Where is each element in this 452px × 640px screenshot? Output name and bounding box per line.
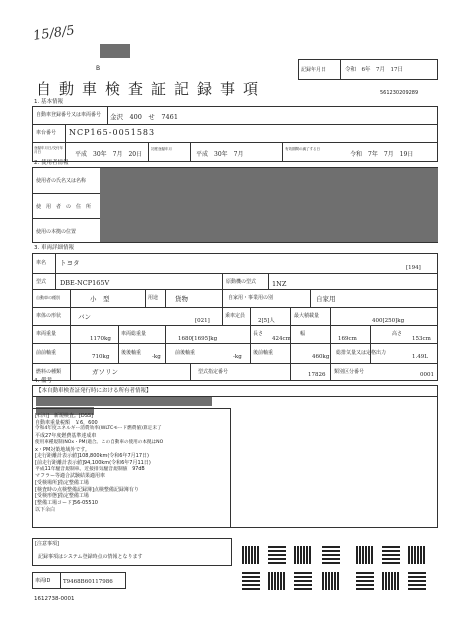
page-title: 自動車検査証記録事項 <box>36 80 267 98</box>
capacity-value: 2[5]人 <box>258 318 275 324</box>
designation-value: 17826 <box>308 372 326 378</box>
displacement-label: 総排気量又は定格出力 <box>336 350 387 356</box>
owner-base-label: 使用の本拠の位置 <box>36 229 77 235</box>
remarks-lines <box>35 413 231 514</box>
weight-value: 1170kg <box>90 336 111 342</box>
section-basic: 1. 基本情報 <box>34 99 63 105</box>
redacted-block <box>100 44 130 58</box>
engine-value: 1NZ <box>272 280 287 288</box>
fuel-label: 燃料の種類 <box>36 369 62 375</box>
section-vehicle: 3. 車両詳細情報 <box>34 245 74 251</box>
expiry-label: 有効期間の満了する日 <box>285 147 320 151</box>
body-label: 車体の形状 <box>36 313 62 319</box>
category-value: 0001 <box>420 372 434 378</box>
remarks-line: 平成11年騒音規制車。近接排気騒音規制値 97dB <box>35 466 145 472</box>
notes-header: [注意事項] <box>35 541 59 547</box>
qr-code-icon <box>382 546 400 564</box>
remarks-line: 以下余白 <box>35 506 56 513</box>
rear-front-axle-label: 後前軸重 <box>253 350 274 356</box>
reg-label: 自動車登録番号又は車両番号 <box>36 112 102 118</box>
qr-code-icon <box>268 546 286 564</box>
remarks-header: 【本自動車検査証発行時における所有者情報】 <box>36 388 152 394</box>
gross-label: 車両総重量 <box>121 331 147 337</box>
category-label: 類別区分番号 <box>334 369 365 375</box>
section-remarks: 4. 備考 <box>34 378 52 384</box>
issue-date: 令和 6年 7月 17日 <box>345 67 403 73</box>
qr-code-icon <box>242 546 260 564</box>
rear-front-axle-value: 460kg <box>312 354 330 360</box>
reg-value: 金沢 400 せ 7461 <box>110 113 178 121</box>
weight-label: 車両重量 <box>36 331 57 337</box>
height-label: 高さ <box>392 331 403 337</box>
issue-label: 記録年月日 <box>301 67 327 73</box>
length-value: 424cm <box>272 336 291 342</box>
fuel-value: ガソリン <box>92 368 118 376</box>
qr-code-icon <box>356 572 374 590</box>
vehicle-id-label: 車両ID <box>35 578 51 584</box>
remarks-line: [前走行距離計表示値]94,100km(令和6年7月11日) <box>35 459 151 466</box>
remarks-line: [整備工場コード]56-05510 <box>35 500 98 507</box>
rear-axle-value: -kg <box>152 354 161 360</box>
owner-address-label: 使 用 者 の 住 所 <box>36 204 92 210</box>
private-label: 自家用・事業用の別 <box>228 295 274 301</box>
remarks-line: [検査時の点検整備記録簿]点検整備記録簿有り <box>35 486 139 493</box>
first-year-value: 平成 30年 7月 <box>196 151 244 158</box>
qr-code-icon <box>242 572 260 590</box>
qr-code-icon <box>408 546 426 564</box>
kind-label: 自動車の種別 <box>36 295 60 300</box>
vehicle-id-value: T9468B60117986 <box>63 579 113 585</box>
chassis-value: NCP165-0051583 <box>69 128 156 137</box>
remarks-line: [受検形態]指定整備工場 <box>35 493 89 500</box>
model-value: DBE-NCP165V <box>60 279 110 287</box>
remarks-line: [走行距離計表示値]108,800km(令和6年7月17日) <box>35 453 149 460</box>
width-value: 169cm <box>338 336 357 342</box>
section-owner: 2. 使用者情報 <box>34 160 69 166</box>
remarks-line: マフラー等適合試験結果適用車 <box>35 473 106 480</box>
use-label: 用途 <box>148 295 159 301</box>
redacted-owner <box>100 168 438 242</box>
expiry-value: 令和 7年 7月 19日 <box>350 151 414 158</box>
qr-code-icon <box>294 546 312 564</box>
footer-code: 1612738-0001 <box>34 596 75 602</box>
remarks-line: [受検場所]指定整備工場 <box>35 480 89 487</box>
first-reg-value: 平成 30年 7月 20日 <box>75 151 143 158</box>
first-year-label: 初度登録年月 <box>151 147 172 151</box>
qr-code-icon <box>268 572 286 590</box>
remarks-line: 令和4年度エネルギー消費効率(WLTCモード燃費値)算定未了 <box>35 426 162 432</box>
remarks-line: 自動車重量税額 ￥6，600 <box>35 419 98 426</box>
maker-value: トヨタ <box>60 259 80 267</box>
use-value: 貨物 <box>175 295 188 303</box>
gross-value: 1680[1695]kg <box>178 336 218 342</box>
form-mark: B <box>96 65 101 72</box>
capacity-label: 乗車定員 <box>225 313 246 319</box>
notes-box <box>32 538 232 566</box>
height-value: 153cm <box>412 336 431 342</box>
body-code: [021] <box>195 318 210 324</box>
kind-value: 小 型 <box>90 295 110 303</box>
remarks-line: 使用車種規制(NOx・PM)適合。この自動車の使用の本拠はNO <box>35 439 164 445</box>
width-label: 幅 <box>300 331 306 337</box>
designation-label: 型式指定番号 <box>198 369 229 375</box>
maxload-label: 最大積載量 <box>294 313 320 319</box>
chassis-label: 車台番号 <box>36 130 57 136</box>
body-value: バン <box>78 313 91 321</box>
notes-line: 記録事項はシステム登録時点の情報となります <box>38 554 143 560</box>
qr-code-icon <box>322 546 340 564</box>
handwritten-date: 15/8/5 <box>32 23 76 44</box>
front-axle-value: 710kg <box>92 354 110 360</box>
maker-code: [194] <box>406 265 421 271</box>
remarks-line: 平成27年度燃費基準達成車 <box>35 433 97 440</box>
owner-name-label: 使用者の氏名又は名称 <box>36 178 87 184</box>
remarks-line: [石川] 新規検査。[DSS] <box>35 413 94 419</box>
private-value: 自家用 <box>316 295 336 303</box>
qr-code-icon <box>382 572 400 590</box>
qr-code-icon <box>356 546 374 564</box>
displacement-value: 1.49L <box>412 354 428 360</box>
qr-code-icon <box>408 572 426 590</box>
rear-axle-label: 後後軸重 <box>121 350 142 356</box>
front-rear-axle-value: -kg <box>233 354 242 360</box>
engine-label: 原動機の型式 <box>226 279 257 285</box>
length-label: 長さ <box>253 331 264 337</box>
redacted-owner-info <box>36 397 212 406</box>
qr-code-icon <box>294 572 312 590</box>
first-reg-label: 登録年月日/交付年月日 <box>34 146 64 154</box>
model-label: 型式 <box>36 279 47 285</box>
front-axle-label: 前前軸重 <box>36 350 57 356</box>
front-rear-axle-label: 前後軸重 <box>175 350 196 356</box>
maker-label: 車名 <box>36 260 47 266</box>
maxload-value: 400[250]kg <box>372 318 405 324</box>
doc-code: 561230209289 <box>380 90 419 96</box>
remarks-line: x・PM対策地域外です。 <box>35 446 90 453</box>
qr-code-icon <box>322 572 340 590</box>
